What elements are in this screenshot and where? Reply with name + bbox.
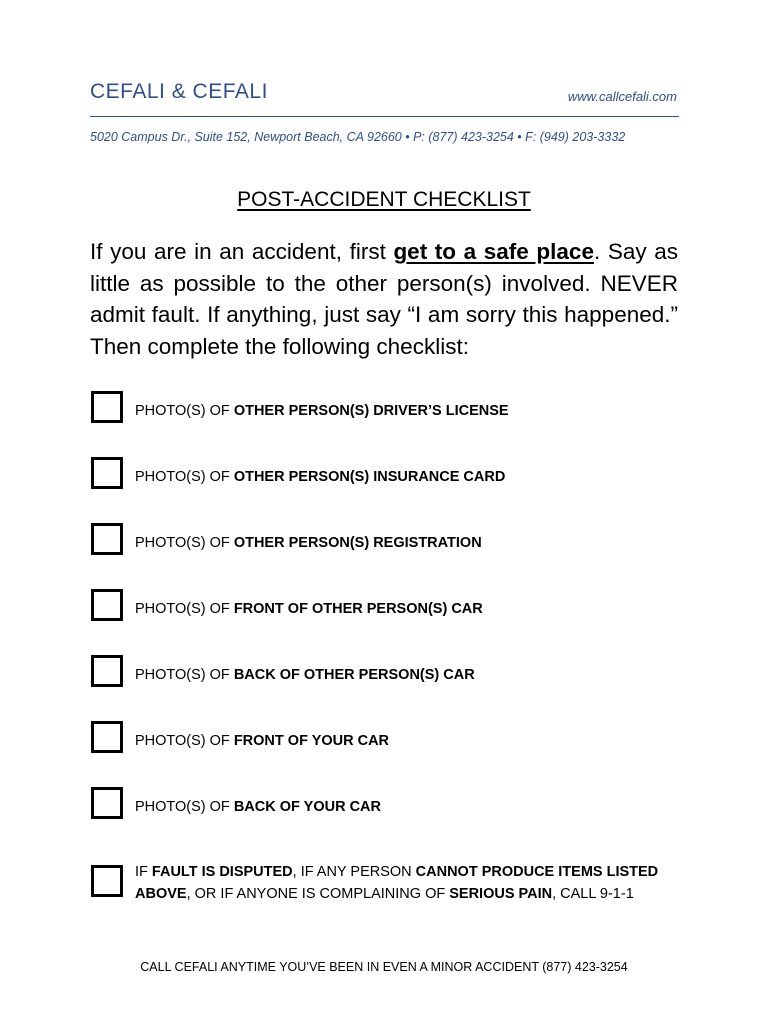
checkbox[interactable] (91, 523, 123, 555)
item-prefix: PHOTO(S) OF (135, 733, 234, 749)
page-title (0, 188, 768, 212)
item-bold: FRONT OF YOUR CAR (233, 733, 390, 749)
final-text-1: IF (135, 864, 152, 880)
final-text-2: , IF ANY PERSON (292, 864, 416, 880)
checkbox[interactable] (91, 865, 123, 897)
intro-paragraph (90, 236, 678, 362)
checklist-item-label (135, 861, 675, 905)
final-text-3: , OR IF ANYONE IS COMPLAINING OF (186, 886, 450, 902)
item-bold: OTHER PERSON(S) INSURANCE CARD (233, 469, 506, 485)
checkbox[interactable] (91, 787, 123, 819)
checkbox[interactable] (91, 655, 123, 687)
checklist-item-label (135, 730, 675, 752)
checkbox[interactable] (91, 457, 123, 489)
item-prefix: PHOTO(S) OF (135, 799, 234, 815)
item-bold: BACK OF OTHER PERSON(S) CAR (233, 667, 475, 683)
website-link[interactable]: www.callcefali.com (567, 89, 677, 104)
firm-name: CEFALI & CEFALI (90, 80, 268, 103)
checklist-item-label (135, 466, 675, 488)
item-prefix: PHOTO(S) OF (135, 535, 234, 551)
checkbox[interactable] (91, 391, 123, 423)
firm-address: 5020 Campus Dr., Suite 152, Newport Beach, CA 92660 • P: (877) 423-3254 • F: (949) 203-3332 (90, 130, 626, 144)
item-bold: BACK OF YOUR CAR (233, 799, 381, 815)
checklist-item-label (135, 532, 675, 554)
checklist-item-label (135, 796, 675, 818)
item-prefix: PHOTO(S) OF (135, 469, 234, 485)
item-prefix: PHOTO(S) OF (135, 667, 234, 683)
intro-text-1: If you are in an accident, first (90, 239, 394, 264)
header-divider (90, 116, 679, 117)
checklist-item-label (135, 664, 675, 686)
intro-text-2: . Say as little as possible to the other person(s) involved. NEVER admit fault. If anything, just say “I am sorry this happened.” Then complete the following checklist: (90, 239, 678, 359)
final-bold-3: SERIOUS PAIN (449, 886, 553, 902)
page-title-text: POST-ACCIDENT CHECKLIST (237, 188, 531, 211)
final-text-4: , CALL 9-1-1 (552, 886, 634, 902)
footer-note: CALL CEFALI ANYTIME YOU’VE BEEN IN EVEN A MINOR ACCIDENT (877) 423-3254 (140, 960, 628, 974)
checkbox[interactable] (91, 589, 123, 621)
item-prefix: PHOTO(S) OF (135, 601, 234, 617)
checklist-item-label (135, 598, 675, 620)
item-bold: FRONT OF OTHER PERSON(S) CAR (233, 601, 483, 617)
item-bold: OTHER PERSON(S) DRIVER’S LICENSE (233, 403, 509, 419)
final-bold-2: CANNOT PRODUCE ITEMS LISTED ABOVE (135, 864, 659, 902)
item-bold: OTHER PERSON(S) REGISTRATION (233, 535, 482, 551)
item-prefix: PHOTO(S) OF (135, 403, 234, 419)
checkbox[interactable] (91, 721, 123, 753)
intro-emphasis: get to a safe place (393, 239, 594, 264)
final-bold-1: FAULT IS DISPUTED (151, 864, 293, 880)
checklist-item-label (135, 400, 675, 422)
